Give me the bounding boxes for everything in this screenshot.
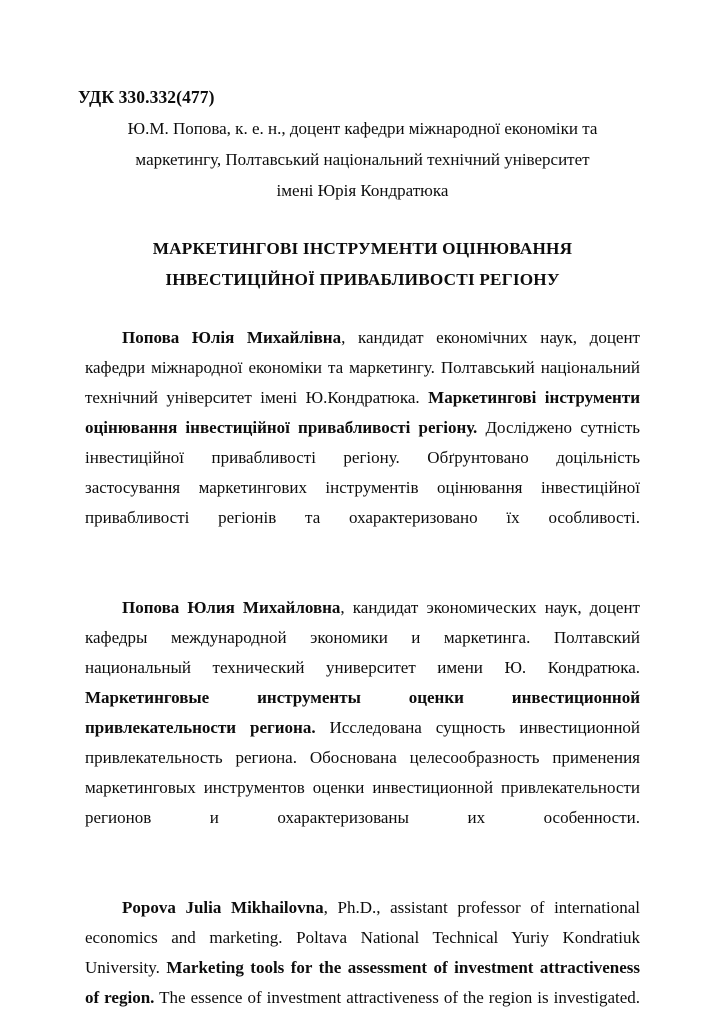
abstract-ru-article-title: Маркетинговые инструменты оценки инвестиционной привлекательности региона. xyxy=(85,688,640,737)
abstract-en-affiliation: , Ph.D., assistant professor of international economics and marketing. Poltava National Technical Yuriy Kondratiuk University. xyxy=(85,898,640,977)
abstract-en-author: Popova Julia Mikhailovna xyxy=(122,898,324,917)
article-title-line-1: МАРКЕТИНГОВІ ІНСТРУМЕНТИ ОЦІНЮВАННЯ xyxy=(152,239,573,258)
article-title-line-2: ІНВЕСТИЦІЙНОЇ ПРИВАБЛИВОСТІ РЕГІОНУ xyxy=(165,270,560,289)
abstract-ru-body: Исследована сущность инвестиционной привлекательность региона. Обоснована целесообразность применения маркетинговых инструментов оценки инвестиционной привлекательности регионов и охарактеризованы их особенности. xyxy=(85,718,641,827)
abstract-ukrainian xyxy=(85,323,640,563)
abstract-uk-body: Досліджено сутність інвестиційної привабливості регіону. Обґрунтовано доцільність застосування маркетингових інструментів оцінювання інвестиційної привабливості регіонів та охарактеризовано їх особливості. xyxy=(85,418,640,527)
author-byline xyxy=(85,113,640,206)
page-content-column xyxy=(78,0,641,1024)
byline-line-3: імені Юрія Кондратюка xyxy=(276,181,449,200)
byline-line-2: маркетингу, Полтавський національний технічний університет xyxy=(135,150,590,169)
abstract-ru-affiliation: , кандидат экономических наук, доцент кафедры международной экономики и маркетинга. Полтавский национальный технический университет имени Ю. Кондратюка. xyxy=(85,598,640,677)
abstract-uk-article-title: Маркетингові інструменти оцінювання інвестиційної привабливості регіону. xyxy=(85,388,640,437)
abstract-russian xyxy=(85,593,640,863)
byline-line-1: Ю.М. Попова, к. е. н., доцент кафедри міжнародної економіки та xyxy=(127,119,598,138)
abstract-english xyxy=(85,893,640,1024)
udk-classification-code: УДК 330.332(477) xyxy=(78,87,215,107)
abstract-ru-author: Попова Юлия Михайловна xyxy=(122,598,341,617)
abstract-en-body: The essence of investment attractiveness of the region is investigated. xyxy=(154,988,641,1007)
article-title xyxy=(85,233,640,295)
abstract-uk-author: Попова Юлія Михайлівна xyxy=(122,328,342,347)
abstract-en-article-title: Marketing tools for the assessment of investment attractiveness of region. xyxy=(85,958,640,1007)
abstract-uk-affiliation: , кандидат економічних наук, доцент кафедри міжнародної економіки та маркетингу. Полтавський національний технічний університет імені Ю.Кондратюка. xyxy=(85,328,640,407)
